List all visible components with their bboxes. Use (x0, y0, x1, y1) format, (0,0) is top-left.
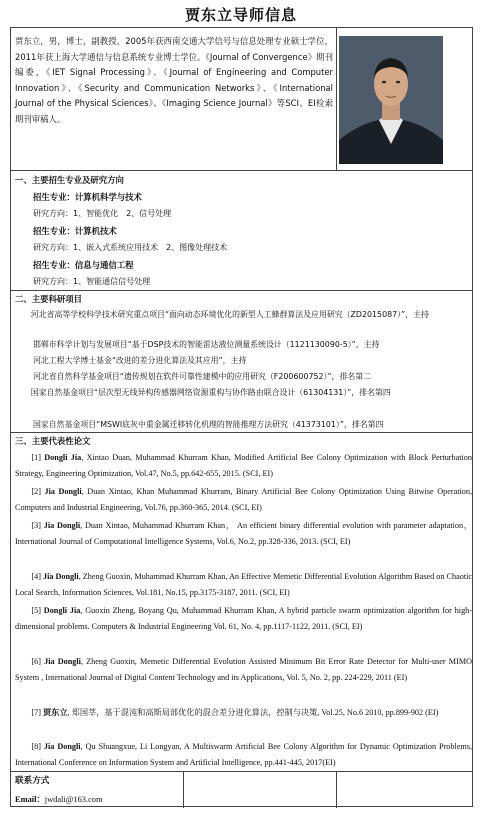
paper-entry (15, 518, 472, 549)
project-item: 国家自然基金项目“MSWI底灰中重金属迁移转化机理的智能推理方法研究（41373101）”，排名第四 (33, 420, 384, 429)
paper-number: [3] (31, 521, 41, 530)
direction-label: 研究方向：1、智能优化 2、信号处理 (33, 209, 172, 218)
contact-heading: 联系方式 (15, 776, 50, 786)
paper-number: [5] (31, 606, 41, 615)
divider (11, 290, 472, 291)
paper-details: , Xintao Duan, Muhammad Khurram Khan, Modified Artificial Bee Colony Optimization with Block Perturbation Strategy, Engineering Optimization, Vol.47, No.5, pp.642-655, 2015. (SCI, EI) (15, 453, 472, 478)
paper-entry (15, 739, 472, 770)
paper-author: Dongli Jia (43, 606, 81, 615)
major-label: 招生专业：信息与通信工程 (33, 260, 134, 270)
project-item: 邯郸市科学计划与发展项目“基于DSP技术的智能雷达液位测量系统设计（1121130090-5）”，主持 (33, 340, 380, 349)
paper-number: [7] (31, 708, 41, 717)
project-item: 河北工程大学博士基金“改进的差分进化算法及其应用”，主持 (33, 356, 247, 365)
divider (11, 771, 472, 772)
paper-number: [2] (31, 487, 41, 496)
paper-author: Jia Dongli (44, 657, 81, 666)
paper-entry (15, 450, 472, 481)
portrait-photo (339, 36, 443, 164)
paper-details: , 郑国莘，基于混沌和高斯局部优化的混合差分进化算法，控制与决策, Vol.25, No.6 2010, pp.899-902 (EI) (67, 708, 439, 717)
major-label: 招生专业：计算机科学与技术 (33, 192, 142, 202)
info-table (10, 27, 473, 807)
paper-entry (15, 654, 472, 685)
divider (11, 432, 472, 433)
direction-label: 研究方向：1、嵌入式系统应用技术 2、图像处理技术 (33, 243, 228, 252)
section-heading: 三、主要代表性论文 (15, 436, 91, 446)
project-item: 国家自然基金项目“层次型无线异构传感器网络资源重构与协作路由联合设计（61304131）”，排名第四 (30, 388, 391, 397)
paper-number: [1] (31, 453, 41, 462)
paper-number: [4] (31, 572, 41, 581)
section-heading: 一、主要招生专业及研究方向 (15, 175, 124, 185)
paper-author: Jia Dongli (42, 572, 79, 581)
paper-entry (15, 484, 472, 515)
direction-label: 研究方向：1、智能通信信号处理 (33, 277, 151, 286)
paper-entry (15, 603, 472, 634)
paper-entry (15, 569, 472, 600)
paper-details: , Zheng Guoxin, Memetic Differential Evolution Assisted Minimum Bit Error Rate Detector for Multi-user MIMO System , International Journal of Digital Content Technology and its Applications, Vol. 5, No. 2, pp. 224-229, 2011 (EI) (15, 657, 473, 682)
paper-details: , Zheng Guoxin, Muhammad Khurram Khan, An Effective Memetic Differential Evolution Algorithm Based on Chaotic Local Search, Information Sciences, Vol.181, No.15, pp.3175-3187, 2011. (SCI, EI) (15, 572, 472, 597)
person-portrait-icon (339, 36, 443, 164)
paper-details: , Qu Shuangxue, Li Longyan, A Multiswarm Artificial Bee Colony Algorithm for Dynamic Optimization Problems, International Conference on Information System and Artificial Intelligence, pp.441-445, 2017(EI) (15, 742, 473, 767)
divider (11, 170, 472, 171)
paper-details: , Duan Xintao, Khan Muhammad Khurram, Binary Artificial Bee Colony Optimization Using Bitwise Operation, Computers and Industrial Engineering, Vol.76, pp.360-365, 2014. (SCI, EI) (15, 487, 473, 512)
bio-text: 贾东立，男，博士，副教授，2005年获西南交通大学信号与信息处理专业硕士学位，2011年获上海大学通信与信息系统专业博士学位。《Journal of Convergence》期刊编委，《IET Signal Processing》、《Journal of Engineering and Computer Innovation》、《Security and Communication Networks》、《International Journal of the Physical Sciences》、《Imaging Science Journal》等SCI、EI检索期刊审稿人。 (15, 36, 333, 124)
paper-author: Jia Dongli (43, 521, 81, 530)
section-heading: 二、主要科研项目 (15, 294, 82, 304)
project-item: 河北省自然科学基金项目“遗传规划在软件可靠性建模中的应用研究（F200600752）”，排名第二 (33, 372, 372, 381)
paper-author: Jia Dongli (43, 742, 81, 751)
email-address[interactable]: jwdali@163.com (44, 795, 103, 804)
project-item: 河北省高等学校科学技术研究重点项目“面向动态环境优化的新型人工蜂群算法及应用研究（ZD2015087）”，主持 (30, 310, 429, 319)
paper-author: 贾东立 (42, 708, 68, 717)
paper-number: [8] (31, 742, 41, 751)
major-label: 招生专业：计算机技术 (33, 226, 117, 236)
paper-details: , Guoxin Zheng, Boyang Qu, Muhammad Khurram Khan, A hybrid particle swarm optimization algorithm for high-dimensional problems. Computers & Industrial Engineering Vol. 61, No. 4, pp.1117-1122, 2011. (SCI, EI) (15, 606, 472, 631)
paper-entry (15, 705, 472, 721)
paper-details: , Duan Xintao, Muhammad Khurram Khan， An efficient binary differential evolution with parameter adaptation， International Journal of Computational Intelligence Systems, Vol.6, No.2, pp.328-336, 2013. (SCI, EI) (15, 521, 472, 546)
divider (336, 28, 337, 170)
paper-author: Dongli Jia (44, 453, 82, 462)
divider (336, 771, 337, 808)
page-title: 贾东立导师信息 (184, 6, 297, 24)
paper-number: [6] (31, 657, 41, 666)
email-label: Email： (15, 795, 45, 804)
email-row (15, 793, 103, 805)
divider (183, 771, 184, 808)
paper-author: Jia Dongli (44, 487, 82, 496)
